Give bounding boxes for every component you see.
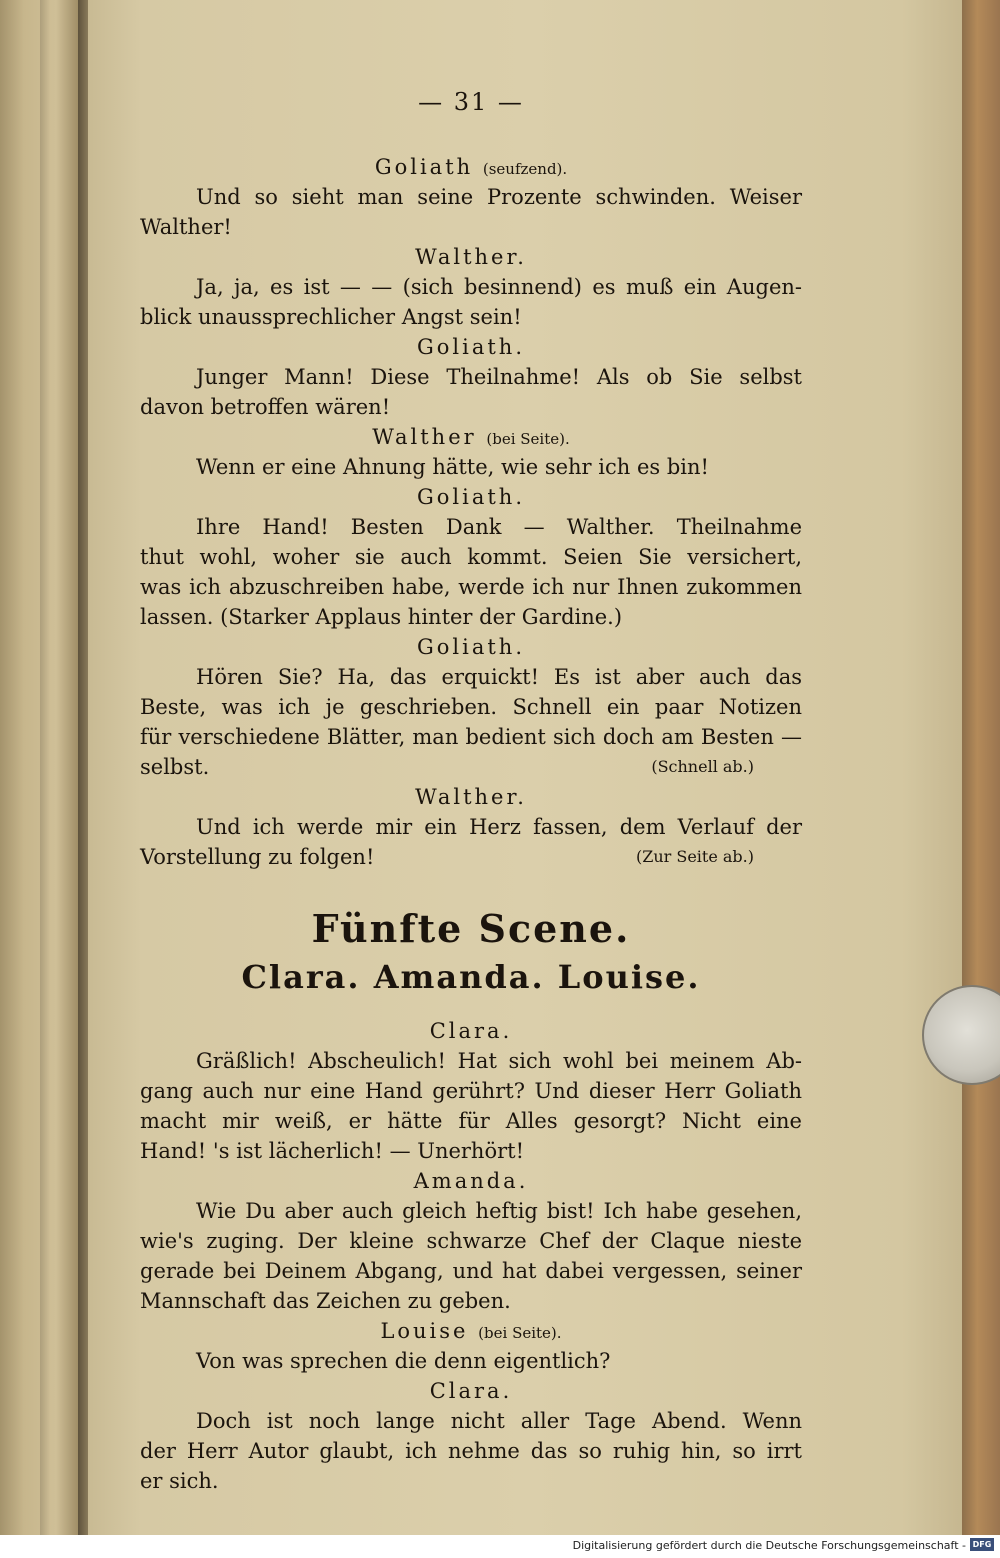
text-line: Beste, was ich je geschrieben. Schnell ein paar Notizen	[140, 695, 802, 719]
text-line: Hand! 's ist lächerlich! — Unerhört!	[140, 1139, 525, 1163]
text-line: er sich.	[140, 1469, 219, 1493]
line-text: Vorstellung zu folgen!	[140, 845, 375, 869]
text-line: Gräßlich! Abscheulich! Hat sich wohl bei meinem Ab-	[196, 1049, 802, 1073]
speaker-name: Clara.	[429, 1379, 513, 1403]
text-line: Doch ist noch lange nicht aller Tage Abend. Wenn	[196, 1409, 802, 1433]
speaker-name: Walther.	[415, 785, 527, 809]
facing-page-shadow	[40, 0, 50, 1535]
text-line: wie's zuging. Der kleine schwarze Chef der Claque nieste	[140, 1229, 802, 1253]
speaker-name: Goliath.	[416, 335, 525, 359]
text-line: blick unaussprechlicher Angst sein!	[140, 305, 522, 329]
text-line: thut wohl, woher sie auch kommt. Seien Sie versichert,	[140, 545, 802, 569]
speaker-heading	[140, 1316, 802, 1346]
speaker-heading	[140, 242, 802, 272]
text-line: lassen. (Starker Applaus hinter der Gardine.)	[140, 605, 623, 629]
text-line: Wie Du aber auch gleich heftig bist! Ich habe gesehen,	[196, 1199, 802, 1223]
speaker-heading	[140, 422, 802, 452]
speaker-name: Clara.	[429, 1019, 513, 1043]
text-line: Wenn er eine Ahnung hätte, wie sehr ich es bin!	[196, 455, 709, 479]
text-line: Und so sieht man seine Prozente schwinden. Weiser	[196, 185, 802, 209]
line-text: selbst.	[140, 755, 210, 779]
speaker-heading	[140, 1016, 802, 1046]
speaker-heading	[140, 632, 802, 662]
text-line: Junger Mann! Diese Theilnahme! Als ob Sie selbst	[196, 365, 802, 389]
footer-credit: Digitalisierung gefördert durch die Deutsche Forschungsgemeinschaft -	[572, 1539, 966, 1552]
text-line-with-exit	[140, 842, 802, 872]
text-line: Ja, ja, es ist — — (sich besinnend) es muß ein Augen-	[196, 275, 802, 299]
text-line: was ich abzuschreiben habe, werde ich nur Ihnen zukommen	[140, 575, 802, 599]
speaker-heading	[140, 1376, 802, 1406]
stage-direction: (seufzend).	[482, 160, 568, 178]
speaker-name: Walther	[372, 425, 477, 449]
text-line: gerade bei Deinem Abgang, und hat dabei vergessen, seiner	[140, 1259, 802, 1283]
speaker-heading	[140, 482, 802, 512]
text-line: gang auch nur eine Hand gerührt? Und dieser Herr Goliath	[140, 1079, 802, 1103]
speaker-name: Walther.	[415, 245, 527, 269]
scene-characters: Clara. Amanda. Louise.	[241, 958, 701, 996]
text-line: Von was sprechen die denn eigentlich?	[196, 1349, 611, 1373]
text-line: Mannschaft das Zeichen zu geben.	[140, 1289, 511, 1313]
text-line: für verschiedene Blätter, man bedient sich doch am Besten —	[140, 725, 802, 749]
text-line: macht mir weiß, er hätte für Alles gesorgt? Nicht eine	[140, 1109, 802, 1133]
exit-direction: (Zur Seite ab.)	[635, 847, 754, 866]
speaker-heading	[140, 332, 802, 362]
scene-title: Fünfte Scene.	[311, 906, 631, 951]
speaker-name: Louise	[380, 1319, 469, 1343]
speaker-name: Goliath	[374, 155, 474, 179]
text-line: davon betroffen wären!	[140, 395, 391, 419]
stage-direction: (bei Seite).	[486, 430, 570, 448]
speaker-heading	[140, 782, 802, 812]
text-line: Walther!	[140, 215, 232, 239]
text-line: Hören Sie? Ha, das erquickt! Es ist aber auch das	[196, 665, 802, 689]
speaker-heading	[140, 1166, 802, 1196]
text-block	[140, 152, 802, 1496]
speaker-name: Goliath.	[416, 635, 525, 659]
stage-direction: (bei Seite).	[478, 1324, 562, 1342]
book-edge	[962, 0, 1000, 1535]
exit-direction: (Schnell ab.)	[651, 757, 754, 776]
speaker-name: Amanda.	[413, 1169, 529, 1193]
text-line: der Herr Autor glaubt, ich nehme das so ruhig hin, so irrt	[140, 1439, 802, 1463]
dfg-logo: DFG	[970, 1538, 994, 1551]
speaker-name: Goliath.	[416, 485, 525, 509]
page-number: — 31 —	[418, 88, 524, 116]
text-line-with-exit	[140, 752, 802, 782]
text-line: Und ich werde mir ein Herz fassen, dem Verlauf der	[196, 815, 802, 839]
text-line: Ihre Hand! Besten Dank — Walther. Theilnahme	[196, 515, 802, 539]
speaker-heading	[140, 152, 802, 182]
